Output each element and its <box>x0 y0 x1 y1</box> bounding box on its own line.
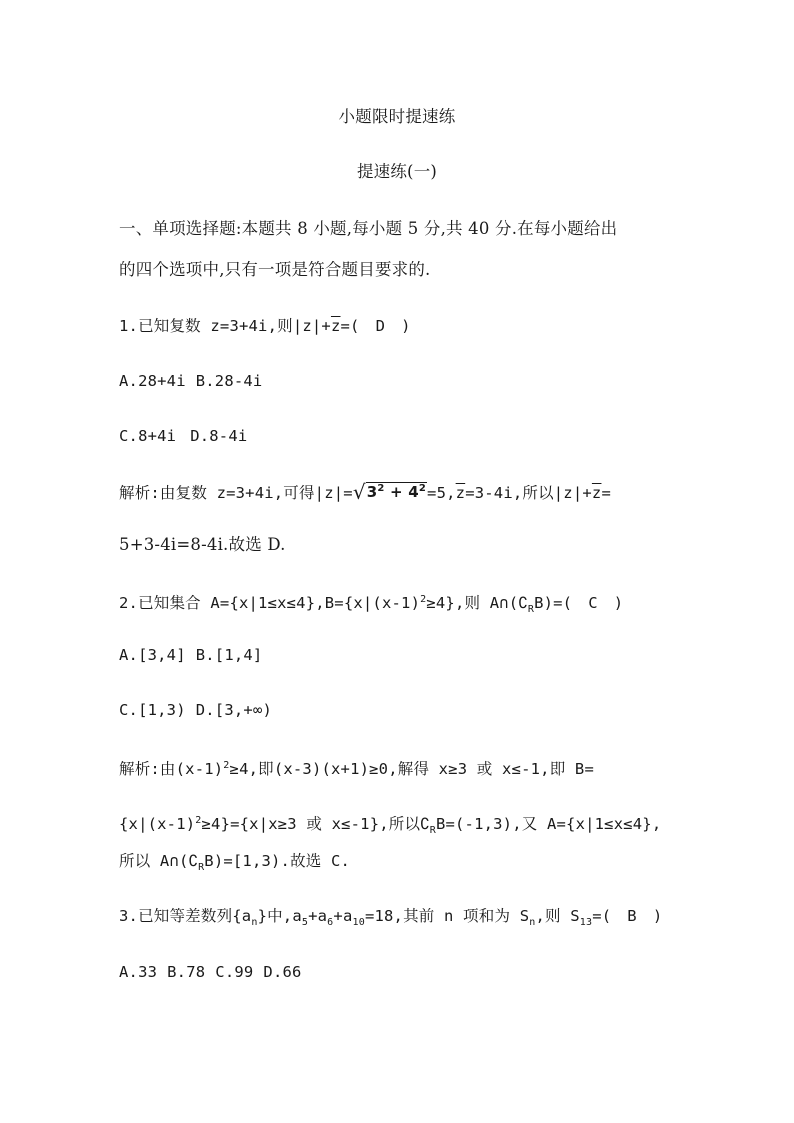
question-2-options-row1 <box>119 645 262 665</box>
q2-stem-open: B)=( <box>534 594 573 612</box>
q1-option-b: B.28-4i <box>195 372 263 390</box>
q1-option-c: C.8+4i <box>119 427 177 445</box>
q3-sub6: 6 <box>327 917 334 928</box>
q1-option-a: A.28+4i <box>119 372 186 390</box>
q2-answer: C <box>588 594 598 612</box>
q3-mid4: =18,其前 n 项和为 S <box>364 907 530 925</box>
q2-sol2-post: B=(-1,3),又 A={x|1≤x≤4}, <box>435 815 662 833</box>
q1-zbar: $\overline{z}$ <box>330 317 341 335</box>
q3-stem-open: =( <box>592 907 612 925</box>
q3-sub-n2: n <box>529 917 536 928</box>
question-2-solution-line1 <box>119 756 594 779</box>
section-heading-line1: 一、单项选择题:本题共 8 小题,每小题 5 分,共 40 分.在每小题给出 <box>119 219 618 238</box>
q3-option-d: D.66 <box>263 963 302 981</box>
q1-stem-text: 1.已知复数 z=3+4i,则|z|+ <box>119 317 331 335</box>
sqrt-icon: √ <box>352 480 366 504</box>
q3-option-a: A.33 <box>119 963 158 981</box>
q3-sub13: 13 <box>579 917 593 928</box>
q3-answer: B <box>627 907 637 925</box>
q2-sol2-exp: 2 <box>195 815 202 826</box>
page-subtitle: 提速练(一) <box>356 162 438 181</box>
q2-sol2-text: {x|(x-1) <box>119 815 196 833</box>
q3-sub-n: n <box>251 917 258 928</box>
q2-sol3-text: 所以 A∩(∁ <box>119 852 199 870</box>
q3-sub10: 10 <box>352 917 365 928</box>
question-2-solution-line2 <box>119 811 661 841</box>
q1-option-d: D.8-4i <box>190 427 248 445</box>
q1-answer: D <box>375 317 386 335</box>
q2-option-b: B.[1,4] <box>195 646 263 664</box>
q1-sqrt-expression <box>353 479 427 502</box>
q1-solution-mid1: =5, <box>427 484 456 502</box>
q3-option-c: C.99 <box>215 963 254 981</box>
question-2-stem <box>119 590 623 620</box>
q2-sol2-sub: R <box>429 825 436 836</box>
q2-stem-sub: R <box>527 604 535 615</box>
q3-sub5: 5 <box>301 917 309 928</box>
q3-option-b: B.78 <box>167 963 206 981</box>
q2-sol3-sub: R <box>198 862 205 873</box>
question-1-solution-line2: 5+3-4i=8-4i.故选 D. <box>119 535 286 554</box>
q2-sol2-mid: ≥4}={x|x≥3 或 x≤-1},所以∁ <box>201 815 430 833</box>
sqrt-exp-a: 2 <box>377 483 385 494</box>
q2-option-c: C.[1,3) <box>119 701 186 719</box>
page-title: 小题限时提速练 <box>338 107 456 126</box>
question-3-options <box>119 962 302 982</box>
question-1-options-row2 <box>119 426 247 446</box>
question-2-solution-line3 <box>119 851 350 878</box>
q3-stem-text: 3.已知等差数列{a <box>119 907 252 925</box>
section-heading-line2: 的四个选项中,只有一项是符合题目要求的. <box>119 260 431 279</box>
q3-mid3: +a <box>333 907 353 925</box>
q2-sol3-post: B)=[1,3).故选 C. <box>204 852 351 870</box>
q2-sol1-exp: 2 <box>223 760 230 771</box>
q1-solution-end: = <box>601 484 611 502</box>
q1-solution-mid2: =3-4i,所以|z|+ <box>465 484 592 502</box>
question-1-options-row1 <box>119 371 262 391</box>
sqrt-term-a: 3 <box>366 483 378 501</box>
sqrt-term-b: + 4 <box>390 483 419 501</box>
q1-stem-open: =( <box>340 317 360 335</box>
q2-stem-exp: 2 <box>420 594 427 605</box>
q2-option-d: D.[3,+∞) <box>195 701 272 719</box>
q1-solution-zbar2: $\overline{z}$ <box>591 484 602 502</box>
q2-stem-mid: ≥4},则 A∩(∁ <box>426 594 528 612</box>
q1-stem-close: ) <box>401 317 411 335</box>
question-1-solution-line1 <box>119 479 611 503</box>
question-3-stem <box>119 906 662 933</box>
q2-stem-text: 2.已知集合 A={x|1≤x≤4},B={x|(x-1) <box>119 594 421 612</box>
q3-mid1: }中,a <box>257 907 302 925</box>
q2-sol1-post: ≥4,即(x-3)(x+1)≥0,解得 x≥3 或 x≤-1,即 B= <box>229 760 594 778</box>
q1-solution-zbar: $\overline{z}$ <box>455 484 466 502</box>
q1-solution-text: 解析:由复数 z=3+4i,可得|z|= <box>119 484 353 502</box>
question-1-stem <box>119 316 411 336</box>
q3-mid5: ,则 S <box>535 907 580 925</box>
sqrt-exp-b: 2 <box>418 483 427 494</box>
q3-mid2: +a <box>308 907 328 925</box>
q2-stem-close: ) <box>613 594 624 612</box>
q2-option-a: A.[3,4] <box>119 646 186 664</box>
q2-sol1-text: 解析:由(x-1) <box>119 760 224 778</box>
question-2-options-row2 <box>119 700 272 720</box>
q3-stem-close: ) <box>652 907 663 925</box>
